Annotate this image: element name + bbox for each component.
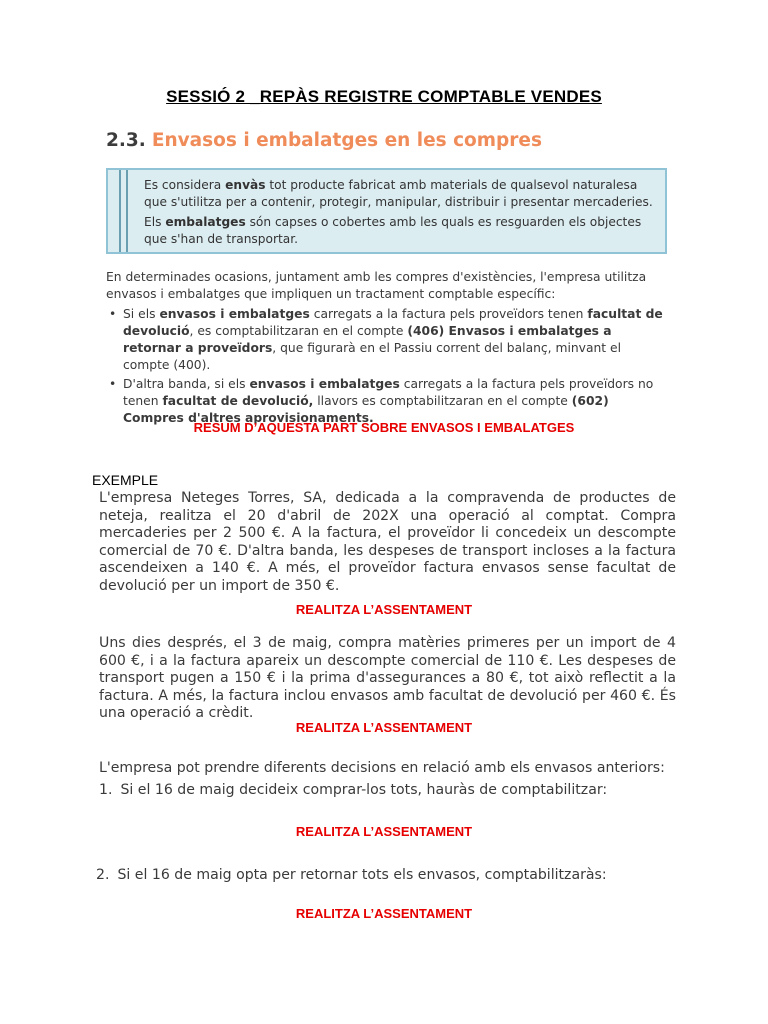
definition-embalatges: Els embalatges són capses o cobertes amb les quals es resguarden els objectes que s'han de transportar. <box>144 215 642 246</box>
bullet-returnable: • Si els envasos i embalatges carregats a la factura pels proveïdors tenen facultat de devolució, es comptabilitzaran en el compte (406) Envasos i embalatges a retornar a proveïdors, que figurarà en el Passiu corrent del balanç, minvant el compte (400). <box>106 306 671 374</box>
section-heading <box>106 130 542 151</box>
decisions-intro: L'empresa pot prendre diferents decisions en relació amb els envasos anteriors: <box>99 760 665 776</box>
box-bar-right <box>126 170 128 252</box>
definition-text <box>144 177 659 247</box>
option-buy-all <box>99 782 607 798</box>
option-text: Si el 16 de maig opta per retornar tots els envasos, comptabilitzaràs: <box>117 867 607 883</box>
option-text: Si el 16 de maig decideix comprar-los tots, hauràs de comptabilitzar: <box>120 782 608 798</box>
intro-paragraph <box>106 269 671 429</box>
realitza-assentament-label: REALITZA L’ASSENTAMENT <box>295 602 473 617</box>
example-label: EXEMPLE <box>92 472 159 488</box>
section-number: 2.3. <box>106 130 146 151</box>
box-bar-left <box>119 170 121 252</box>
bullet-non-returnable: • D'altra banda, si els envasos i embalatges carregats a la factura pels proveïdors no tenen facultat de devolució, llavors es comptabilitzaran en el compte (602) Compres d'altres aprovisionaments. <box>106 376 671 427</box>
summary-label: RESUM D’AQUESTA PART SOBRE ENVASOS I EMBALATGES <box>193 420 575 435</box>
option-number: 1. <box>99 782 113 798</box>
second-paragraph: Uns dies després, el 3 de maig, compra matèries primeres per un import de 4 600 €, i a la factura apareix un descompte comercial de 110 €. Les despeses de transport pugen a 150 € i la prima d'assegurances a 80 €, tot això reflectit a la factura. A més, la factura inclou envasos amb facultat de devolució per 460 €. És una operació a crèdit. <box>99 635 676 722</box>
intro-text: En determinades ocasions, juntament amb les compres d'existències, l'empresa utilitza envasos i embalatges que impliquen un tractament comptable específic: <box>106 270 647 301</box>
definition-envas: Es considera envàs tot producte fabricat amb materials de qualsevol naturalesa que s'utilitza per a contenir, protegir, manipular, distribuir i presentar mercaderies. <box>144 178 653 209</box>
definition-box <box>106 168 667 254</box>
option-return-all <box>96 867 607 883</box>
accounting-bullets <box>106 306 671 427</box>
example-paragraph: L'empresa Neteges Torres, SA, dedicada a la compravenda de productes de neteja, realitza el 20 d'abril de 202X una operació al comptat. Compra mercaderies per 2 500 €. A la factura, el proveïdor li concedeix un descompte comercial de 70 €. D'altra banda, les despeses de transport incloses a la factura ascendeixen a 140 €. A més, el proveïdor factura envasos sense facultat de devolució per un import de 350 €. <box>99 490 676 594</box>
realitza-assentament-label: REALITZA L’ASSENTAMENT <box>295 824 473 839</box>
realitza-assentament-label: REALITZA L’ASSENTAMENT <box>295 906 473 921</box>
page-title: SESSIÓ 2 _REPÀS REGISTRE COMPTABLE VENDES <box>166 87 602 106</box>
section-title: Envasos i embalatges en les compres <box>151 130 542 151</box>
realitza-assentament-label: REALITZA L’ASSENTAMENT <box>295 720 473 735</box>
option-number: 2. <box>96 867 110 883</box>
